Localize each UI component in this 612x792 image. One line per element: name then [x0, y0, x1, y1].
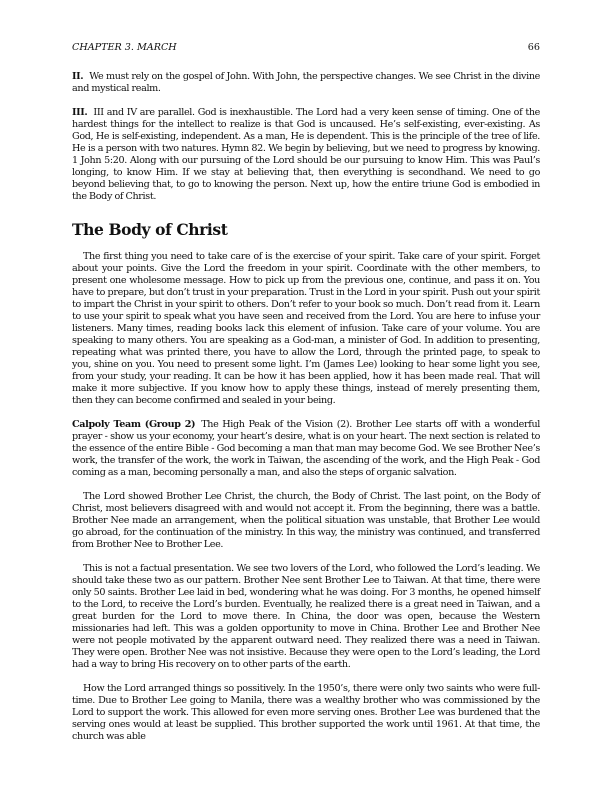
item-label: II. [72, 71, 84, 82]
team-paragraph [72, 419, 540, 479]
intro-paragraph: The first thing you need to take care of is the exercise of your spirit. Take care of your spirit. Forget about your points. Give the Lord the freedom in your spirit. Coordinate with the other members, to present one wholesome message. How to pick up from the previous one, continue, and pass it on. You have to prepare, but don’t trust in your preparation. Trust in the Lord in your spirit. Push out your spirit to impart the Christ in your spirit to others. Don’t refer to your book so much. Don’t read from it. Learn to use your spirit to speak what you have seen and received from the Lord. You are here to infuse your listeners. Many times, reading books lack this element of infusion. Take care of your volume. You are speaking to many others. You are speaking as a God-man, a minister of God. In addition to presenting, repeating what was printed there, you have to allow the Lord, through the printed page, to speak to you, shine on you. You need to present some light. I’m (James Lee) looking to hear some light you see, from your study, your reading. It can be how it has been applied, how it has been made real. That will make it more subjective. If you know how to apply these things, instead of merely presenting them, then they can become confirmed and sealed in your being. [72, 251, 540, 406]
item-text: We must rely on the gospel of John. With John, the perspective changes. We see Christ in the divine and mystical realm. [72, 71, 540, 94]
page-number: 66 [527, 42, 540, 53]
section-heading: The Body of Christ [72, 220, 228, 239]
body-paragraph: This is not a factual presentation. We see two lovers of the Lord, who followed the Lord’s leading. We should take these two as our pattern. Brother Nee sent Brother Lee to Taiwan. At that time, there were only 50 saints. Brother Lee laid in bed, wondering what he was doing. For 3 months, he opened himself to the Lord, to receive the Lord’s burden. Eventually, he realized there is a great need in Taiwan, and a great burden for the Lord to move there. In China, the door was open, because the Western missionaries had left. This was a golden opportunity to move in China. Brother Lee and Brother Nee were not people motivated by the apparent outward need. They realized there was a need in Taiwan. They were open. Brother Nee was not insistive. Because they were open to the Lord’s leading, the Lord had a way to bring His recovery on to other parts of the earth. [72, 563, 540, 670]
team-label: Calpoly Team (Group 2) [72, 419, 196, 430]
chapter-title: CHAPTER 3. MARCH [72, 42, 177, 53]
item-label: III. [72, 107, 88, 118]
item-text: III and IV are parallel. God is inexhaustible. The Lord had a very keen sense of timing. One of the hardest things for the intellect to realize is that God is uncaused. He’s self-existing, ever-existing. As God, He is self-existing, independent. As a man, He is dependent. This is the principle of the tree of life. He is a person with two natures. Hymn 82. We begin by believing, but we need to progress by knowing. 1 John 5:20. Along with our pursuing of the Lord should be our pursuing to know Him. This was Paul’s longing, to know Him. If we stay at believing that, then everything is secondhand. We need to go beyond believing that, to go to knowing the person. Next up, how the entire triune God is embodied in the Body of Christ. [72, 107, 540, 202]
body-paragraph: How the Lord arranged things so possitively. In the 1950’s, there were only two saints who were full-time. Due to Brother Lee going to Manila, there was a wealthy brother who was commissioned by the Lord to support the work. This allowed for even more serving ones. Brother Lee was burdened that the serving ones would at least be supplied. This brother supported the work until 1961. At that time, the church was able [72, 683, 540, 742]
item-iii [72, 107, 540, 203]
document-page [72, 42, 540, 755]
team-text: The High Peak of the Vision (2). Brother Lee starts off with a wonderful prayer - show us your economy, your heart’s desire, what is on your heart. The next section is related to the essence of the entire Bible - God becoming a man that man may become God. We see Brother Nee’s work, the transfer of the work, the work in Taiwan, the ascending of the work, and the High Peak - God coming as a man, becoming personally a man, and also the steps of organic salvation. [72, 419, 540, 478]
item-ii [72, 71, 540, 95]
running-header [72, 42, 540, 54]
body-paragraph: The Lord showed Brother Lee Christ, the church, the Body of Christ. The last point, on the Body of Christ, most believers disagreed with and would not accept it. From the beginning, there was a battle. Brother Nee made an arrangement, when the political situation was unstable, that Brother Lee would go abroad, for the continuation of the ministry. In this way, the ministry was continued, and transferred from Brother Nee to Brother Lee. [72, 491, 540, 550]
